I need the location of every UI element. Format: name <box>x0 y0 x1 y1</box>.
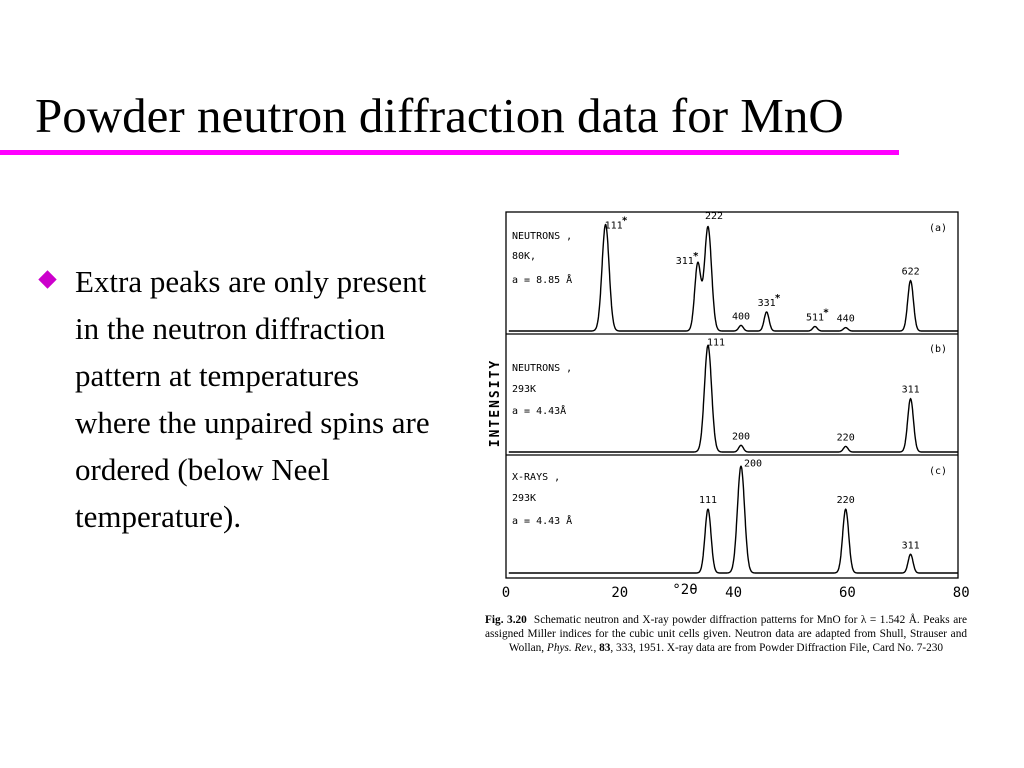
panel-b-info-3: a = 4.43Å <box>512 406 567 417</box>
peak-labels <box>605 211 920 552</box>
caption-text-3: , 333, 1951. X-ray data are from Powder Diffraction File, Card No. 7-230 <box>610 641 944 654</box>
peak-label-a-222: 222 <box>704 210 724 222</box>
peak-label-b-200: 200 <box>731 431 751 443</box>
peak-label-a-622: 622 <box>901 266 920 278</box>
peak-label-a-511: 511 <box>805 312 825 324</box>
diffraction-chart <box>480 205 980 605</box>
caption-volume: 83 <box>599 641 611 654</box>
caption-journal: Phys. Rev. <box>546 641 594 654</box>
panel-c-info-3: a = 4.43 Å <box>512 516 573 527</box>
peak-label-a-311: 311 <box>675 255 694 267</box>
diamond-bullet-icon <box>38 270 56 288</box>
peak-label-c-311: 311 <box>901 540 920 552</box>
panel-a-tag: (a) <box>928 223 947 234</box>
panel-a-info-3: a = 8.85 Å <box>512 275 573 286</box>
x-axis-label: °2θ <box>672 582 698 598</box>
title-underline <box>0 150 899 155</box>
peak-label-c-200: 200 <box>743 458 763 470</box>
x-tick-40: 40 <box>725 585 743 601</box>
peak-label-b-311: 311 <box>901 384 920 396</box>
caption-figure-number: Fig. 3.20 <box>485 614 527 626</box>
plot-frame <box>506 212 958 578</box>
x-tick-0: 0 <box>501 585 511 601</box>
figure-caption <box>485 614 967 655</box>
x-tick-60: 60 <box>838 585 856 601</box>
panel-b-info-1: NEUTRONS , <box>512 363 573 374</box>
magnetic-peak-star-331: * <box>774 293 781 304</box>
peak-label-c-111: 111 <box>698 495 718 507</box>
trace-c <box>509 466 959 573</box>
panel-a-info-2: 80K, <box>512 251 537 262</box>
peak-label-c-220: 220 <box>836 495 855 507</box>
caption-text-1: Schematic neutron and X-ray powder diffraction patterns for MnO for λ = 1.542 Å. Peaks are assigned Miller indices for the cubic unit cells given. Neutron data are adapted from Shull, Strauser and Wollan, <box>485 614 967 654</box>
bullet-text: Extra peaks are only present in the neutron diffraction pattern at temperatures where the unpaired spins are ordered (below Neel temperature). <box>75 264 430 534</box>
peak-label-b-220: 220 <box>836 432 855 444</box>
peak-label-a-440: 440 <box>836 313 855 325</box>
panel-c-info-2: 293K <box>512 493 537 504</box>
slide-title: Powder neutron diffraction data for MnO <box>35 88 844 143</box>
diffraction-traces <box>509 225 959 573</box>
panel-c-info-1: X-RAYS , <box>512 472 561 483</box>
y-axis-label: INTENSITY <box>488 358 503 448</box>
panel-b-tag: (b) <box>928 344 947 355</box>
peak-label-b-111: 111 <box>706 337 726 349</box>
panel-a-info-1: NEUTRONS , <box>512 231 573 242</box>
x-tick-labels <box>502 585 970 601</box>
caption-text-2: , <box>593 641 600 654</box>
panel-b-info-2: 293K <box>512 384 537 395</box>
diffraction-figure <box>480 205 980 605</box>
x-tick-20: 20 <box>611 585 629 601</box>
peak-label-a-111: 111 <box>604 220 623 232</box>
magnetic-peak-star-311: * <box>692 250 699 262</box>
panel-c-tag: (c) <box>928 466 947 477</box>
peak-label-a-400: 400 <box>731 311 751 323</box>
magnetic-peak-star-511: * <box>822 307 830 319</box>
x-tick-80: 80 <box>952 585 970 601</box>
magnetic-peak-star-111: * <box>621 215 628 227</box>
peak-label-a-331: 331 <box>757 298 776 309</box>
